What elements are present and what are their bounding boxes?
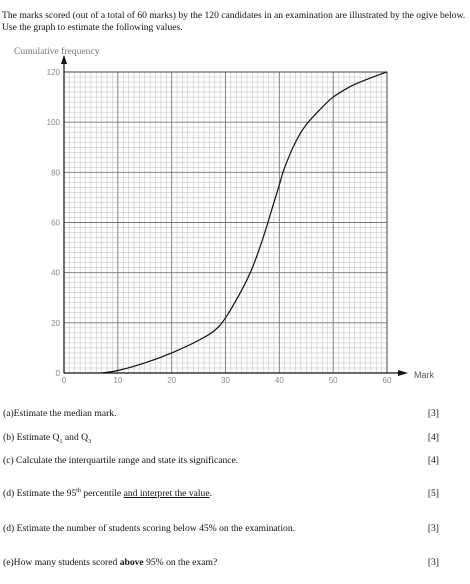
x-tick-label: 60 xyxy=(382,376,392,385)
x-tick-label: 40 xyxy=(274,376,284,385)
marks-c: [4] xyxy=(427,455,439,466)
marks-d2: [3] xyxy=(427,523,439,534)
marks-a: [3] xyxy=(427,408,439,419)
x-tick-label: 30 xyxy=(221,376,230,385)
y-tick-label: 100 xyxy=(46,118,60,128)
marks-b: [4] xyxy=(427,432,439,443)
x-tick-label: 10 xyxy=(113,376,123,385)
x-tick-label: 50 xyxy=(328,376,338,385)
y-tick-label: 40 xyxy=(51,268,60,278)
marks-e: [3] xyxy=(427,557,439,568)
x-tick-label: 0 xyxy=(61,376,67,385)
y-tick-label: 20 xyxy=(51,318,60,328)
y-tick-label: 80 xyxy=(51,168,60,178)
y-axis-label: Cumulative frequency xyxy=(14,46,100,57)
intro-text: The marks scored (out of a total of 60 marks) by the 120 candidates in an examination are illustrated by the ogive below. Use the graph to estimate the following values. xyxy=(2,10,466,33)
x-axis-arrow xyxy=(398,370,408,376)
tick-labels xyxy=(47,68,392,385)
ogive-chart xyxy=(0,42,470,392)
y-tick-label: 60 xyxy=(51,218,60,228)
x-axis-label: Mark xyxy=(414,370,434,380)
x-tick-label: 20 xyxy=(167,376,177,385)
marks-d1: [5] xyxy=(427,488,439,499)
y-tick-label: 120 xyxy=(46,68,60,77)
y-tick-label: 0 xyxy=(55,369,60,378)
